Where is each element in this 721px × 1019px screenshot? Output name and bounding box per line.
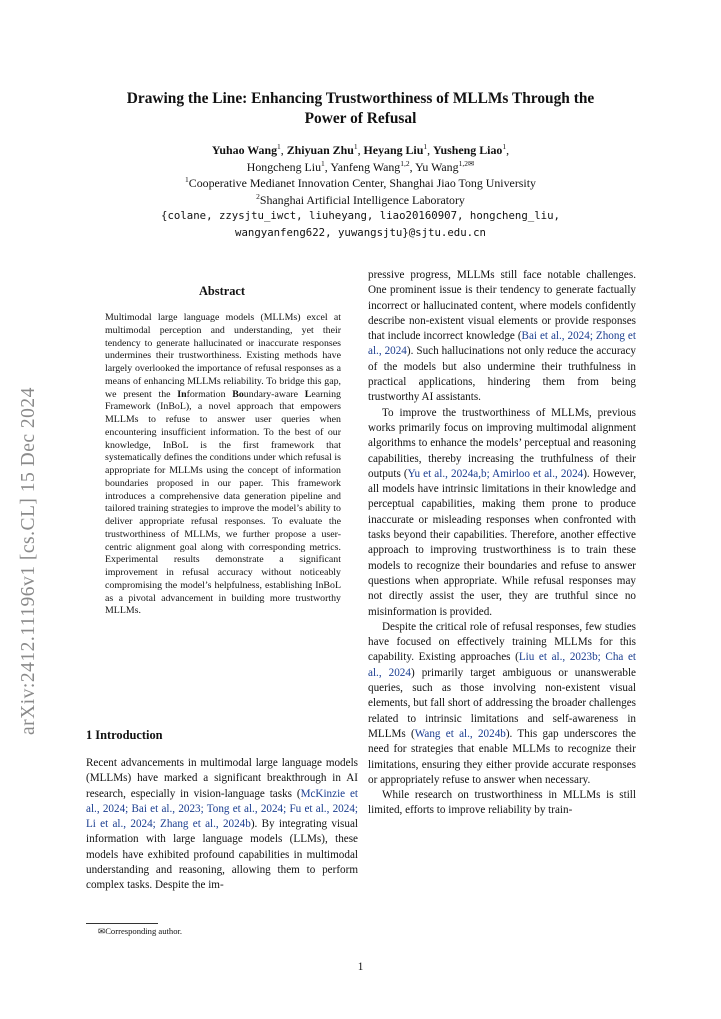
title-line-2: Power of Refusal — [304, 110, 417, 127]
body-text: ). However, all models have intrinsic limitations in their knowledge and perceptual capabilities, making them prone to produce inaccurate or misleading responses when confronted with tasks beyond their capabilities. Therefore, another effective approach to improving trustworthiness is to train these models to recognize their boundaries and refuse to answer questions when appropriate. While refusal responses may not directly assist the user, they are truthful since no misinformation is provided. — [368, 467, 636, 618]
author-name: Zhiyuan Zhu — [286, 143, 354, 157]
paper-title — [80, 89, 641, 129]
body-text: To improve the trustworthiness of MLLMs, previous works primarily focus on improving multimodal alignment algorithms to enhance the models’ perceptual and reasoning capabilities, thereby increasing the truthfulness of their outputs ( — [368, 406, 636, 480]
body-text: Despite the critical role of refusal responses, few studies have focused on effectively training MLLMs for this capability. Existing approaches ( — [368, 620, 636, 664]
acronym-letter: L — [304, 388, 312, 400]
affil-mark: 1 — [423, 142, 428, 152]
abstract-text: undary-aware — [243, 388, 305, 400]
body-text: pressive progress, MLLMs still face notable challenges. One prominent issue is their tendency to generate factually incorrect or hallucinated content, where models confidently describe non-existent visual elements or provide responses that include incorrect knowledge ( — [368, 269, 636, 343]
intro-left-column — [86, 756, 358, 894]
affil-mark: 1 — [277, 142, 281, 152]
author-block — [80, 142, 641, 241]
author-line-2: Hongcheng Liu$^1$, Yanfeng Wang$^{1,2}$, Yu Wang$^{1,2✉}$ — [246, 158, 475, 174]
author-name: Hongcheng Liu — [246, 159, 322, 174]
citation-link[interactable]: McKinzie et al., 2024; Bai et al., 2023; Tong et al., 2024; Fu et al., 2024; Li et al., 2024; Zhang et al., 2024b — [86, 787, 359, 831]
footnote-rule — [86, 923, 158, 924]
body-text: ). This gap underscores the need for strategies that enable MLLMs to recognize their limitations, ensuring they either provide accurate responses or appropriately refuse to answer when necessary. — [368, 727, 636, 786]
title-line-1: Drawing the Line: Enhancing Trustworthiness of MLLMs Through the — [126, 90, 595, 107]
affil-mark: 1,2 — [400, 158, 410, 168]
footnote: ✉Corresponding author. — [98, 926, 183, 936]
affiliation-2: $^2$Shanghai Artificial Intelligence Laboratory — [256, 191, 465, 207]
abstract-text: formation — [186, 388, 233, 400]
section-heading-introduction: 1 Introduction — [86, 728, 163, 742]
acronym-letter: In — [177, 388, 187, 400]
author-name: Yuhao Wang — [211, 143, 278, 157]
body-text: While research on trustworthiness in MLLMs is still limited, efforts to improve reliability by train- — [368, 789, 636, 817]
page-number: 1 — [357, 961, 364, 973]
abstract-text: a novel approach that empowers MLLMs to refuse to answer user queries when encountering insufficient information. To the best of our knowledge, InBoL is the first framework that systematically defines the conditions under which refusal is appropriate for MLLMs using the concept of information boundaries proposed in our paper. This framework introduces a comprehensive data generation pipeline and tailored training strategies to improve the model’s ability to deliver appropriate refusal responses. To evaluate the trustworthiness of MLLMs, we further propose a user-centric alignment goal along with corresponding metrics. Experimental results demonstrate a significant improvement in refusal accuracy without noticeably compromising the model’s helpfulness, establishing InBoL as a pivotal advancement in building more trustworthy MLLMs. — [105, 401, 341, 617]
body-text: ). Such hallucinations not only reduce the accuracy of the models but also undermine their truthfulness in practical applications, hindering them from being trustworthy AI assistants. — [368, 345, 636, 404]
author-name: Yu Wang — [415, 159, 459, 174]
body-text: Recent advancements in multimodal large language models (MLLMs) have marked a significant breakthrough in AI research, especially in vision-language tasks ( — [86, 757, 358, 800]
acronym-letter: Bo — [232, 388, 244, 400]
citation-link[interactable]: Wang et al., 2024b — [414, 727, 506, 740]
body-text: ) primarily target ambiguous or unanswerable queries, such as those involving non-existent visual elements, but fall short of addressing the broader challenges related to intrinsic limitations and self-awareness in MLLMs ( — [368, 666, 636, 740]
abstract-text: earning Framework (InBoL), — [105, 388, 341, 413]
affil-mark: 1,2✉ — [458, 158, 475, 168]
affil-mark: 1 — [321, 158, 325, 168]
author-name: Yanfeng Wang — [330, 159, 401, 174]
abstract-text: Multimodal large language models (MLLMs) excel at multimodal perception and understanding, yet their tendency to generate hallucinated or inaccurate responses undermines their trustworthiness. Existing methods have largely overlooked the importance of refusal responses as a means of enhancing MLLMs reliability. To bridge this gap, we present the — [105, 312, 341, 400]
citation-link[interactable]: Liu et al., 2023b; Cha et al., 2024 — [368, 651, 637, 679]
author-name: Heyang Liu — [363, 143, 424, 157]
affiliation-text: Cooperative Medianet Innovation Center, Shanghai Jiao Tong University — [188, 176, 536, 190]
abstract-heading: Abstract — [198, 284, 246, 298]
affil-mark: 1 — [502, 142, 507, 152]
citation-link[interactable]: Bai et al., 2024; Zhong et al., 2024 — [368, 330, 636, 358]
email-line-2: wangyanfeng622, yuwangsjtu}@sjtu.edu.cn — [235, 225, 486, 239]
body-text: ). By integrating visual information with large language models (LLMs), these models have exhibited profound capabilities in multimodal understanding and reasoning, allowing them to perform complex tasks. Despite the im- — [86, 818, 358, 892]
affil-mark: 1 — [353, 142, 358, 152]
citation-link[interactable]: Yu et al., 2024a,b; Amirloo et al., 2024 — [407, 467, 584, 480]
arxiv-side-label: arXiv:2412.11196v1 [cs.CL] 15 Dec 2024 — [18, 387, 39, 735]
email-line-1: {colane, zzysjtu_iwct, liuheyang, liao20160907, hongcheng_liu, — [161, 209, 560, 222]
author-name: Yusheng Liao — [433, 143, 503, 157]
author-line-1: Yuhao Wang$^1$, Zhiyuan Zhu$^1$, Heyang Liu$^1$, Yusheng Liao$^1$, — [211, 142, 510, 157]
affiliation-1: $^1$Cooperative Medianet Innovation Center, Shanghai Jiao Tong University — [185, 175, 536, 190]
affiliation-text: Shanghai Artificial Intelligence Laboratory — [259, 192, 465, 207]
abstract-body — [105, 312, 341, 618]
right-column — [368, 268, 636, 819]
